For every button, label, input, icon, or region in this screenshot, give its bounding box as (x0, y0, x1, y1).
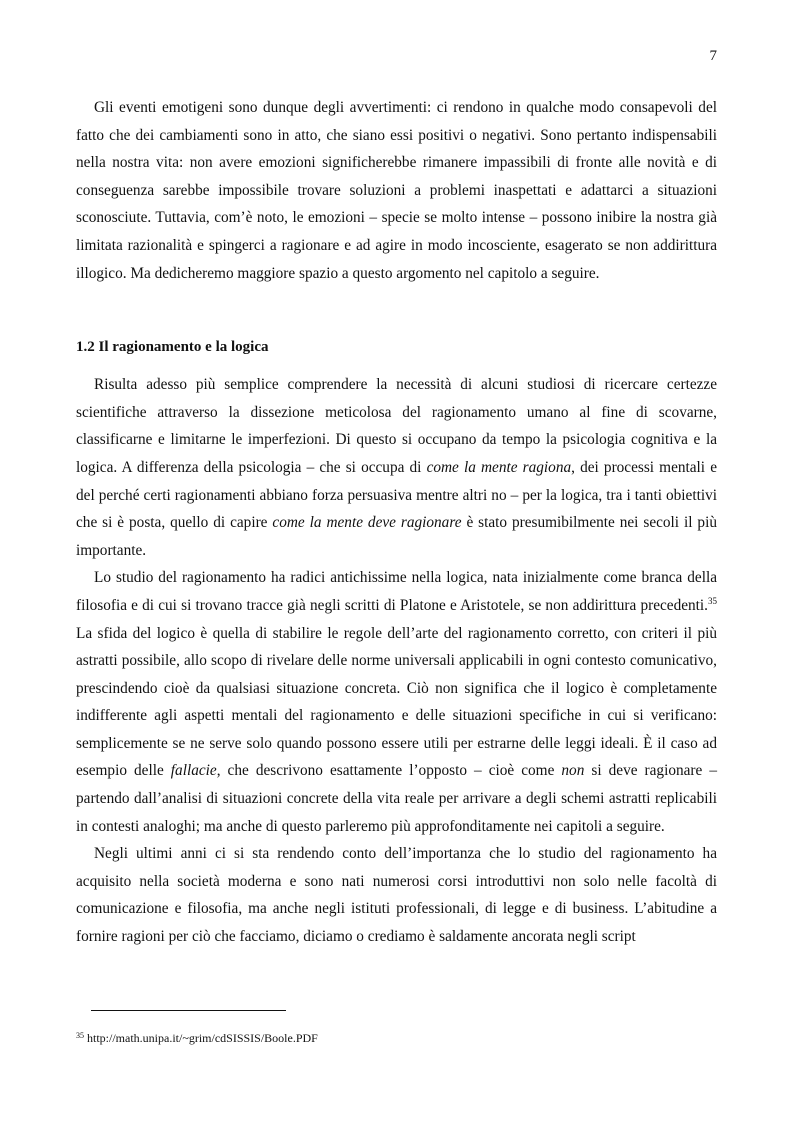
paragraph-emotions: Gli eventi emotigeni sono dunque degli avvertimenti: ci rendono in qualche modo consapevoli del fatto che dei cambiamenti sono in atto, che siano essi positivi o negativi. Sono pertanto indispensabili nella nostra vita: non avere emozioni significherebbe rimanere impassibili di fronte alle novità e di conseguenza sarebbe impossibile trovare soluzioni a problemi inaspettati e adattarci a situazioni sconosciute. Tuttavia, com’è noto, le emozioni – specie se molto intense – possono inibire la nostra già limitata razionalità e spingerci a ragionare e ad agire in modo incosciente, esagerato se non addirittura illogico. Ma dedicheremo maggiore spazio a questo argomento nel capitolo a seguire. (76, 99, 717, 282)
paragraph-modern-study: Negli ultimi anni ci si sta rendendo conto dell’importanza che lo studio del ragionamento ha acquisito nella società moderna e sono nati numerosi corsi introduttivi non solo nelle facoltà di comunicazione e filosofia, ma anche negli istituti professionali, di legge e di business. L’abitudine a fornire ragioni per ciò che facciamo, diciamo o crediamo è saldamente ancorata negli script (76, 845, 717, 946)
italic-phrase: come la mente deve ragionare (272, 514, 462, 532)
paragraph-reasoning-intro (76, 371, 717, 564)
text-run: si deve ragionare – partendo dall’analisi di situazioni concrete della vita reale per arrivare a degli schemi astratti replicabili in contesti analoghi; ma anche di questo parleremo più approfonditamente nei capitoli a seguire. (76, 762, 717, 835)
italic-phrase: non (561, 762, 585, 780)
text-run: , dei processi mentali e del perché certi ragionamenti abbiano forza persuasiva mentre altri no – per la logica, tra i tanti obiettivi che si è posta, quello di capire (76, 458, 717, 532)
section-title: 1.2 Il ragionamento e la logica (76, 339, 269, 356)
page-number: 7 (709, 48, 717, 64)
text-run: Lo studio del ragionamento ha radici antichissime nella logica, nata inizialmente come branca della filosofia e di cui si trovano tracce già negli scritti di Platone e Aristotele, se non addirittura precedenti. (76, 569, 717, 614)
body-text (76, 94, 717, 951)
footnote-reference[interactable]: 35 (708, 595, 717, 606)
text-run: , che descrivono esattamente l’opposto – cioè come (216, 762, 562, 780)
italic-phrase: fallacie (170, 762, 217, 780)
footnote-number: 35 (76, 1031, 84, 1040)
text-run: La sfida del logico è quella di stabilire le regole dell’arte del ragionamento corretto, con criteri il più astratti possibile, allo scopo di rivelare delle norme universali applicabili in ogni contesto comunicativo, prescindendo cioè da qualsiasi situazione concreta. Ciò non significa che il logico è completamente indifferente agli aspetti mentali del ragionamento e delle situazioni specifiche in cui si verificano: semplicemente se ne serve solo quando possono essere utili per estrarne delle leggi ideali. È il caso ad esempio delle (76, 624, 717, 780)
text-run: Risulta adesso più semplice comprendere la necessità di alcuni studiosi di ricercare certezze scientifiche attraverso la dissezione meticolosa del ragionamento umano al fine di scovarne, classificarne e limitarne le imperfezioni. Di questo si occupano da tempo la psicologia cognitiva e la logica. A differenza della psicologia – che si occupa di (76, 376, 717, 476)
text-run: è stato presumibilmente nei secoli il più importante. (76, 514, 717, 559)
italic-phrase: come la mente ragiona (426, 458, 572, 476)
footnote-link[interactable]: http://math.unipa.it/~grim/cdSISSIS/Boole.PDF (84, 1031, 318, 1045)
footnote-divider (91, 1010, 286, 1011)
footnote (76, 1030, 318, 1046)
paragraph-logic-history (76, 564, 717, 840)
